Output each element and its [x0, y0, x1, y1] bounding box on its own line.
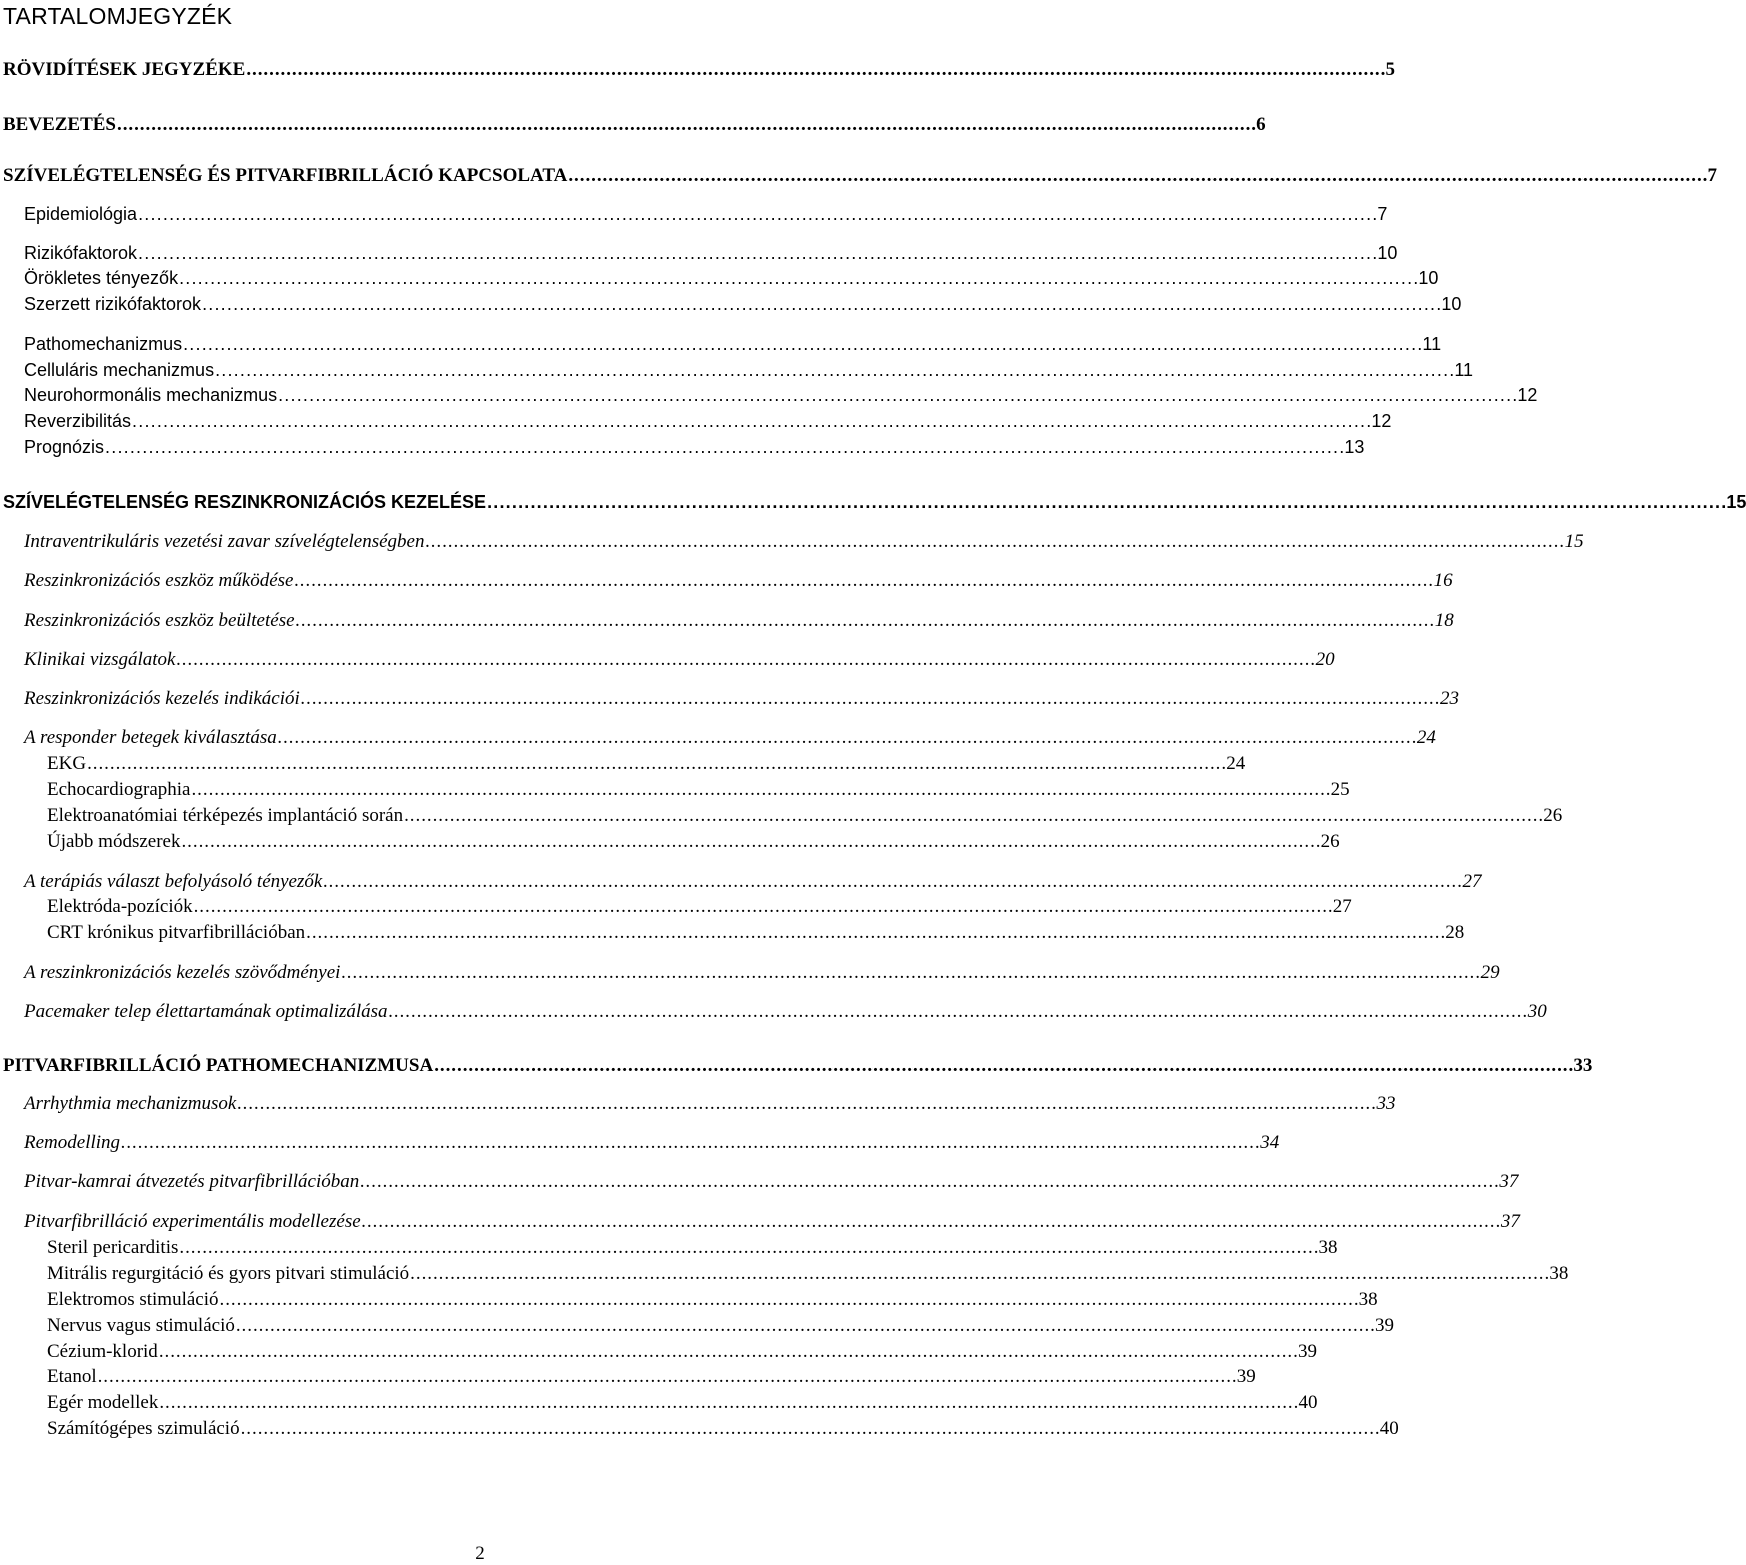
toc-page-number: 39 [1236, 1366, 1256, 1387]
toc-entry-text: SZÍVELÉGTELENSÉG ÉS PITVARFIBRILLÁCIÓ KAPCSOLATA [3, 165, 568, 186]
toc-page-number: 28 [1445, 922, 1465, 943]
dot-leader [241, 1418, 1378, 1440]
toc-page-number: 33 [1573, 1055, 1593, 1076]
toc-page-number: 15 [1726, 492, 1746, 512]
dot-leader [159, 1341, 1296, 1363]
toc-entry[interactable] [0, 411, 1392, 435]
toc-entry[interactable] [0, 268, 1439, 292]
dot-leader [132, 411, 1369, 432]
page-number: 2 [475, 1543, 485, 1564]
toc-page-number: 20 [1315, 649, 1335, 670]
dot-leader [278, 727, 1415, 749]
toc-entry[interactable] [0, 1132, 1280, 1156]
toc-page-number: 40 [1298, 1392, 1318, 1413]
toc-page-number: 26 [1543, 805, 1563, 826]
toc-entry[interactable] [0, 779, 1350, 803]
toc-entry-text: Arrhythmia mechanizmusok [24, 1093, 237, 1114]
dot-leader [323, 871, 1460, 893]
toc-entry-text: Steril pericarditis [47, 1237, 179, 1258]
toc-entry[interactable] [0, 727, 1436, 751]
toc-entry-text: Celluláris mechanizmus [24, 360, 215, 380]
toc-entry-chapter-3[interactable] [0, 1055, 1593, 1079]
toc-page-number: 29 [1480, 962, 1500, 983]
dot-leader [389, 1001, 1526, 1023]
toc-page-number: 26 [1320, 831, 1340, 852]
toc-entry-text: Elektromos stimuláció [47, 1289, 219, 1310]
toc-entry-text: A reszinkronizációs kezelés szövődményei [24, 962, 341, 983]
toc-page-number: 18 [1434, 610, 1454, 631]
toc-page-number: 39 [1375, 1315, 1395, 1336]
toc-entry-text: Prognózis [24, 437, 105, 457]
toc-page-number: 40 [1379, 1418, 1399, 1439]
toc-entry-text: Pacemaker telep élettartamának optimalizálása [24, 1001, 388, 1022]
toc-entry-text: A responder betegek kiválasztása [24, 727, 277, 748]
toc-page-number: 38 [1318, 1237, 1338, 1258]
toc-entry[interactable] [0, 1315, 1395, 1339]
toc-entry-chapter-2[interactable] [0, 492, 1746, 516]
toc-entry-text: BEVEZETÉS [3, 114, 116, 135]
toc-entry-text: Szerzett rizikófaktorok [24, 294, 202, 314]
toc-entry[interactable] [0, 437, 1365, 461]
toc-page-number: 38 [1549, 1263, 1569, 1284]
toc-entry-text: Nervus vagus stimuláció [47, 1315, 235, 1336]
toc-entry[interactable] [0, 1418, 1399, 1442]
toc-entry[interactable] [0, 610, 1454, 634]
toc-page-number: 24 [1416, 727, 1436, 748]
toc-entry[interactable] [0, 831, 1340, 855]
toc-entry-text: Mitrális regurgitáció és gyors pitvari stimuláció [47, 1263, 410, 1284]
toc-entry[interactable] [0, 1093, 1396, 1117]
toc-page-number: 37 [1500, 1211, 1520, 1232]
toc-page-number: 7 [1377, 204, 1388, 224]
toc-entry[interactable] [0, 962, 1500, 986]
toc-entry-text: Echocardiographia [47, 779, 191, 800]
toc-page-number: 30 [1527, 1001, 1547, 1022]
toc-entry[interactable] [0, 1289, 1378, 1313]
toc-entry[interactable] [0, 360, 1474, 384]
dot-leader [105, 437, 1342, 458]
dot-leader [434, 1055, 1571, 1077]
toc-entry-text: Egér modellek [47, 1392, 159, 1413]
dot-leader [341, 962, 1478, 984]
toc-entry-text: Neurohormonális mechanizmus [24, 385, 278, 405]
toc-entry-chapter-1[interactable] [0, 165, 1718, 189]
dot-leader [237, 1093, 1374, 1115]
toc-entry[interactable] [0, 871, 1482, 895]
toc-entry-text: Epidemiológia [24, 204, 138, 224]
toc-page-number: 39 [1297, 1341, 1317, 1362]
toc-page-number: 24 [1226, 753, 1246, 774]
toc-entry-text: Etanol [47, 1366, 97, 1387]
dot-leader [191, 779, 1328, 801]
dot-leader [278, 385, 1515, 406]
toc-page-number: 11 [1454, 360, 1474, 380]
toc-entry[interactable] [0, 805, 1563, 829]
toc-page-number: 37 [1499, 1171, 1519, 1192]
toc-page-number: 15 [1564, 531, 1584, 552]
toc-page-number: 6 [1256, 114, 1266, 135]
toc-page-number: 12 [1517, 385, 1538, 405]
toc-entry-text: EKG [47, 753, 87, 774]
toc-page-number: 25 [1330, 779, 1350, 800]
dot-leader [215, 360, 1452, 381]
toc-entry[interactable] [0, 531, 1584, 555]
dot-leader [220, 1289, 1357, 1311]
toc-entry-text: Klinikai vizsgálatok [24, 649, 176, 670]
toc-entry-text: Pitvar-kamrai átvezetés pitvarfibrillációban [24, 1171, 360, 1192]
toc-entry[interactable] [0, 1171, 1519, 1195]
toc-entry[interactable] [0, 753, 1246, 777]
toc-entry[interactable] [0, 570, 1453, 594]
toc-page-number: 7 [1707, 165, 1718, 186]
toc-entry-text: Számítógépes szimuláció [47, 1418, 240, 1439]
toc-entry-text: Újabb módszerek [47, 831, 181, 852]
dot-leader [425, 531, 1562, 553]
dot-leader [121, 1132, 1258, 1154]
toc-entry-text: Pathomechanizmus [24, 334, 183, 354]
dot-leader [410, 1263, 1547, 1285]
page-title: TARTALOMJEGYZÉK [3, 3, 233, 29]
toc-entry[interactable] [0, 204, 1388, 228]
toc-entry-text: Örökletes tényezők [24, 268, 179, 288]
toc-entry-introduction[interactable] [0, 114, 1266, 138]
dot-leader [159, 1392, 1296, 1414]
toc-entry-text: Elektroanatómiai térképezés implantáció során [47, 805, 404, 826]
toc-page-number: 34 [1260, 1132, 1280, 1153]
toc-page-number: 33 [1376, 1093, 1396, 1114]
toc-entry-text: Pitvarfibrilláció experimentális modellezése [24, 1211, 361, 1232]
toc-entry-text: Intraventrikuláris vezetési zavar szívelégtelenségben [24, 531, 425, 552]
toc-entry-text: SZÍVELÉGTELENSÉG RESZINKRONIZÁCIÓS KEZELÉSE [3, 492, 487, 512]
toc-entry[interactable] [0, 294, 1462, 318]
dot-leader [98, 1366, 1235, 1388]
toc-entry[interactable] [0, 896, 1352, 920]
toc-entry[interactable] [0, 385, 1538, 409]
toc-page-number: 16 [1433, 570, 1453, 591]
dot-leader [246, 59, 1383, 81]
dot-leader [294, 570, 1431, 592]
dot-leader [301, 688, 1438, 710]
toc-page-number: 13 [1344, 437, 1365, 457]
toc-entry-text: Elektróda-pozíciók [47, 896, 193, 917]
toc-page-number: 27 [1332, 896, 1352, 917]
toc-entry-text: PITVARFIBRILLÁCIÓ PATHOMECHANIZMUSA [3, 1055, 434, 1076]
toc-entry[interactable] [0, 1263, 1569, 1287]
dot-leader [138, 204, 1375, 225]
dot-leader [179, 268, 1416, 289]
toc-entry-text: Reszinkronizációs eszköz beültetése [24, 610, 295, 631]
dot-leader [362, 1211, 1499, 1233]
dot-leader [236, 1315, 1373, 1337]
dot-leader [87, 753, 1224, 775]
dot-leader [138, 243, 1375, 264]
dot-leader [176, 649, 1313, 671]
dot-leader [194, 896, 1331, 918]
toc-entry[interactable] [0, 1341, 1317, 1365]
toc-entry-text: CRT krónikus pitvarfibrillációban [47, 922, 306, 943]
toc-entry[interactable] [0, 1237, 1338, 1261]
toc-page-number: 27 [1462, 871, 1482, 892]
toc-entry-abbreviations[interactable] [0, 59, 1395, 83]
toc-page-number: 38 [1358, 1289, 1378, 1310]
toc-entry[interactable] [0, 922, 1465, 946]
toc-page-number: 10 [1418, 268, 1439, 288]
toc-entry[interactable] [0, 1211, 1520, 1235]
dot-leader [202, 294, 1439, 315]
toc-entry[interactable] [0, 649, 1335, 673]
dot-leader [179, 1237, 1316, 1259]
toc-entry-text: A terápiás választ befolyásoló tényezők [24, 871, 323, 892]
toc-entry[interactable] [0, 243, 1398, 267]
dot-leader [296, 610, 1433, 632]
toc-entry-text: Reszinkronizációs eszköz működése [24, 570, 294, 591]
toc-page-number: 23 [1439, 688, 1459, 709]
toc-page-number: 12 [1371, 411, 1392, 431]
toc-page-number: 11 [1422, 334, 1442, 354]
toc-page-number: 10 [1377, 243, 1398, 263]
dot-leader [487, 492, 1724, 513]
toc-entry[interactable] [0, 1366, 1256, 1390]
toc-entry-text: Rizikófaktorok [24, 243, 138, 263]
toc-entry[interactable] [0, 334, 1442, 358]
toc-entry-text: RÖVIDÍTÉSEK JEGYZÉKE [3, 59, 246, 80]
toc-entry-text: Cézium-klorid [47, 1341, 158, 1362]
dot-leader [306, 922, 1443, 944]
dot-leader [183, 334, 1420, 355]
toc-entry-text: Reszinkronizációs kezelés indikációi [24, 688, 300, 709]
dot-leader [117, 114, 1254, 136]
dot-leader [568, 165, 1705, 187]
dot-leader [404, 805, 1541, 827]
dot-leader [360, 1171, 1497, 1193]
toc-entry-text: Reverzibilitás [24, 411, 132, 431]
toc-entry-text: Remodelling [24, 1132, 121, 1153]
toc-page-number: 10 [1441, 294, 1462, 314]
toc-entry[interactable] [0, 688, 1459, 712]
toc-entry[interactable] [0, 1001, 1547, 1025]
dot-leader [181, 831, 1318, 853]
toc-entry[interactable] [0, 1392, 1318, 1416]
toc-page-number: 5 [1385, 59, 1395, 80]
